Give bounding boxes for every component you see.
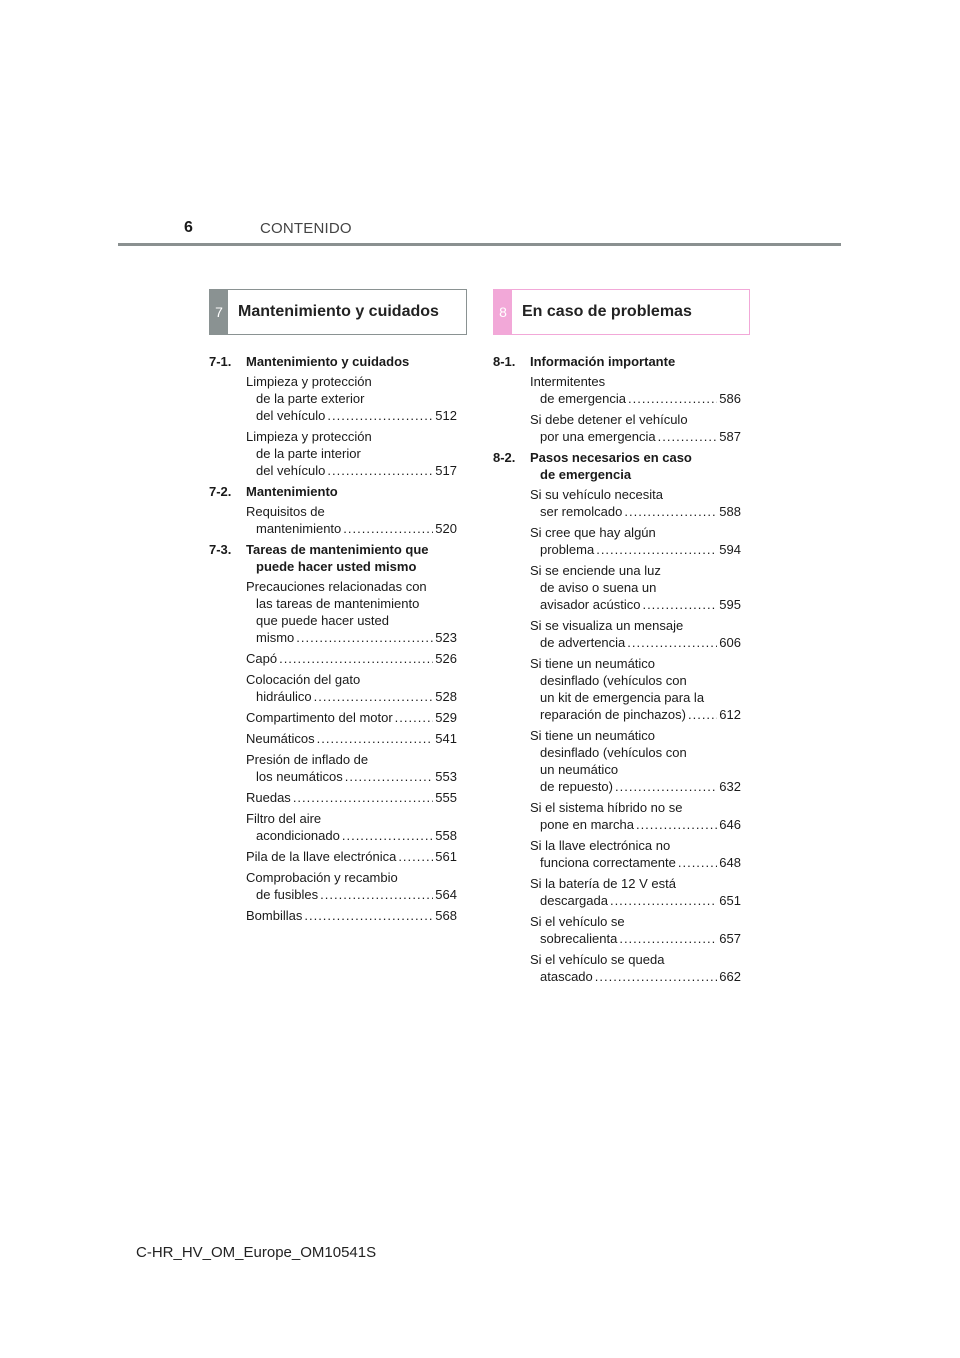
page-reference: 529 <box>435 710 457 725</box>
toc-section <box>493 353 741 445</box>
toc-entry[interactable] <box>246 709 457 726</box>
toc-entry[interactable] <box>530 727 741 795</box>
toc-entry[interactable] <box>246 671 457 705</box>
section-title-line: Pasos necesarios en caso <box>530 450 692 465</box>
entry-text-line: mismo <box>256 630 295 645</box>
page-reference: 587 <box>719 429 741 444</box>
page-reference: 588 <box>719 504 741 519</box>
entry-last-line <box>246 789 457 806</box>
dot-leader <box>595 968 718 985</box>
entry-last-line <box>530 503 741 520</box>
entry-text-line: Pila de la llave electrónica <box>246 849 397 864</box>
entry-text-line: de fusibles <box>256 887 319 902</box>
entry-last-line <box>530 892 741 909</box>
toc-entry[interactable] <box>246 428 457 479</box>
toc-entry[interactable] <box>246 578 457 646</box>
entry-last-line <box>246 629 457 646</box>
section-title-line: de emergencia <box>540 467 632 482</box>
entry-last-line <box>246 650 457 667</box>
page-reference: 558 <box>435 828 457 843</box>
section-code: 7-1. <box>209 354 232 369</box>
entry-last-line <box>246 462 457 479</box>
page-reference: 561 <box>435 849 457 864</box>
entry-text-line: Requisitos de <box>246 504 325 519</box>
toc-entry[interactable] <box>530 837 741 871</box>
entry-text-line: Si se enciende una luz <box>530 563 661 578</box>
page-reference: 553 <box>435 769 457 784</box>
entry-text-line: Filtro del aire <box>246 811 322 826</box>
toc-entry[interactable] <box>246 869 457 903</box>
section-heading[interactable] <box>209 541 457 575</box>
entry-text-line: de aviso o suena un <box>540 580 657 595</box>
entry-last-line <box>530 541 741 558</box>
entry-text-line: descargada <box>540 893 608 908</box>
entry-text-line: Si su vehículo necesita <box>530 487 663 502</box>
entry-last-line <box>530 428 741 445</box>
toc-entry[interactable] <box>530 875 741 909</box>
entry-text-line: Si tiene un neumático <box>530 728 656 743</box>
page-reference: 586 <box>719 391 741 406</box>
section-code: 7-3. <box>209 542 232 557</box>
entry-text-line: de la parte interior <box>256 446 361 461</box>
entry-text-line: pone en marcha <box>540 817 634 832</box>
entry-last-line <box>246 886 457 903</box>
page-reference: 528 <box>435 689 457 704</box>
toc-entry[interactable] <box>246 907 457 924</box>
toc-entry[interactable] <box>530 617 741 651</box>
chapter-7-title: Mantenimiento y cuidados <box>238 303 439 320</box>
dot-leader <box>596 541 717 558</box>
entry-last-line <box>530 634 741 651</box>
section-title-line: puede hacer usted mismo <box>256 559 417 574</box>
entry-text-line: Colocación del gato <box>246 672 361 687</box>
toc-section <box>493 449 741 985</box>
dot-leader <box>296 629 433 646</box>
dot-leader <box>678 854 717 871</box>
dot-leader <box>395 709 434 726</box>
page-reference: 646 <box>719 817 741 832</box>
entry-text-line: Compartimento del motor <box>246 710 393 725</box>
entry-text-line: Intermitentes <box>530 374 606 389</box>
toc-entry[interactable] <box>246 789 457 806</box>
entry-text-line: un neumático <box>540 762 619 777</box>
dot-leader <box>342 827 433 844</box>
toc-entry[interactable] <box>530 799 741 833</box>
entry-last-line <box>246 688 457 705</box>
entry-text-line: de advertencia <box>540 635 626 650</box>
entry-text-line: avisador acústico <box>540 597 641 612</box>
entry-text-line: de repuesto) <box>540 779 613 794</box>
entry-text-line: un kit de emergencia para la <box>540 690 705 705</box>
toc-section <box>209 541 457 924</box>
section-title <box>246 353 457 370</box>
entry-text-line: problema <box>540 542 595 557</box>
dot-leader <box>636 816 717 833</box>
entry-text-line: desinflado (vehículos con <box>540 745 687 760</box>
entry-last-line <box>246 907 457 924</box>
entry-last-line <box>530 706 741 723</box>
section-code: 8-2. <box>493 450 516 465</box>
entry-last-line <box>246 827 457 844</box>
dot-leader <box>304 907 433 924</box>
entry-last-line <box>530 854 741 871</box>
entry-text-line: Si se visualiza un mensaje <box>530 618 684 633</box>
entry-last-line <box>530 968 741 985</box>
page-reference: 632 <box>719 779 741 794</box>
page-reference: 662 <box>719 969 741 984</box>
page-reference: 523 <box>435 630 457 645</box>
dot-leader <box>615 778 717 795</box>
toc-entry[interactable] <box>530 562 741 613</box>
entry-text-line: Limpieza y protección <box>246 374 372 389</box>
entry-text-line: que puede hacer usted <box>256 613 389 628</box>
entry-text-line: del vehículo <box>256 463 326 478</box>
entry-last-line <box>246 407 457 424</box>
dot-leader <box>320 886 433 903</box>
entry-text-line: Si el sistema híbrido no se <box>530 800 683 815</box>
entry-text-line: Precauciones relacionadas con <box>246 579 427 594</box>
entry-last-line <box>246 768 457 785</box>
toc-entry[interactable] <box>246 810 457 844</box>
section-heading[interactable] <box>493 353 741 370</box>
section-heading[interactable] <box>209 483 457 500</box>
section-title <box>246 541 457 575</box>
dot-leader <box>619 930 717 947</box>
page-reference: 512 <box>435 408 457 423</box>
toc-section <box>209 353 457 479</box>
section-title-line: Información importante <box>530 354 676 369</box>
chapter-8-header[interactable] <box>493 289 750 335</box>
toc-entry[interactable] <box>246 848 457 865</box>
entry-text-line: hidráulico <box>256 689 312 704</box>
entry-text-line: reparación de pinchazos) <box>540 707 686 722</box>
entry-last-line <box>530 596 741 613</box>
page-reference: 520 <box>435 521 457 536</box>
entry-text-line: Si debe detener el vehículo <box>530 412 688 427</box>
section-title-line: Tareas de mantenimiento que <box>246 542 429 557</box>
dot-leader <box>610 892 717 909</box>
entry-last-line <box>530 778 741 795</box>
page-reference: 564 <box>435 887 457 902</box>
section-title <box>246 483 457 500</box>
toc-column-left <box>209 353 457 928</box>
entry-text-line: de emergencia <box>540 391 626 406</box>
toc-entry[interactable] <box>246 373 457 424</box>
section-code: 8-1. <box>493 354 516 369</box>
section-title-line: Mantenimiento y cuidados <box>246 354 410 369</box>
toc-entry[interactable] <box>246 503 457 537</box>
page-reference: 541 <box>435 731 457 746</box>
chapter-8-number: 8 <box>494 290 512 334</box>
toc-column-right <box>493 353 741 989</box>
toc-entry[interactable] <box>246 730 457 747</box>
entry-text-line: del vehículo <box>256 408 326 423</box>
dot-leader <box>317 730 434 747</box>
page-reference: 657 <box>719 931 741 946</box>
document-code: C-HR_HV_OM_Europe_OM10541S <box>136 1244 377 1261</box>
toc-entry[interactable] <box>530 655 741 723</box>
section-title-line: Mantenimiento <box>246 484 338 499</box>
entry-last-line <box>530 930 741 947</box>
dot-leader <box>628 390 717 407</box>
entry-last-line <box>530 390 741 407</box>
toc-entry[interactable] <box>530 951 741 985</box>
entry-text-line: Capó <box>246 651 278 666</box>
dot-leader <box>314 688 434 705</box>
entry-text-line: Si la llave electrónica no <box>530 838 671 853</box>
entry-last-line <box>246 730 457 747</box>
entry-text-line: ser remolcado <box>540 504 623 519</box>
entry-text-line: mantenimiento <box>256 521 342 536</box>
entry-text-line: los neumáticos <box>256 769 343 784</box>
page-reference: 568 <box>435 908 457 923</box>
page-reference: 594 <box>719 542 741 557</box>
entry-text-line: Si el vehículo se <box>530 914 625 929</box>
dot-leader <box>327 407 433 424</box>
section-heading[interactable] <box>493 449 741 483</box>
entry-text-line: Si el vehículo se queda <box>530 952 665 967</box>
entry-text-line: Ruedas <box>246 790 291 805</box>
dot-leader <box>345 768 434 785</box>
toc-section <box>209 483 457 537</box>
dot-leader <box>343 520 433 537</box>
entry-text-line: Neumáticos <box>246 731 315 746</box>
entry-text-line: por una emergencia <box>540 429 656 444</box>
page-reference: 595 <box>719 597 741 612</box>
page-reference: 517 <box>435 463 457 478</box>
dot-leader <box>627 634 717 651</box>
dot-leader <box>293 789 433 806</box>
section-code: 7-2. <box>209 484 232 499</box>
entry-text-line: Si tiene un neumático <box>530 656 656 671</box>
header-rule <box>118 243 841 246</box>
section-heading[interactable] <box>209 353 457 370</box>
section-title <box>530 353 741 370</box>
toc-entry[interactable] <box>246 650 457 667</box>
chapter-8-title: En caso de problemas <box>522 303 692 320</box>
section-title <box>530 449 741 483</box>
entry-text-line: Comprobación y recambio <box>246 870 398 885</box>
dot-leader <box>642 596 717 613</box>
toc-entry[interactable] <box>530 524 741 558</box>
dot-leader <box>398 848 433 865</box>
page-reference: 606 <box>719 635 741 650</box>
toc-entry[interactable] <box>246 751 457 785</box>
page-reference: 526 <box>435 651 457 666</box>
toc-entry[interactable] <box>530 411 741 445</box>
entry-text-line: Limpieza y protección <box>246 429 372 444</box>
dot-leader <box>624 503 717 520</box>
dot-leader <box>327 462 433 479</box>
entry-text-line: Si cree que hay algún <box>530 525 656 540</box>
entry-text-line: Presión de inflado de <box>246 752 369 767</box>
entry-text-line: atascado <box>540 969 593 984</box>
entry-text-line: Bombillas <box>246 908 303 923</box>
dot-leader <box>658 428 718 445</box>
toc-entry[interactable] <box>530 373 741 407</box>
page-reference: 648 <box>719 855 741 870</box>
entry-text-line: Si la batería de 12 V está <box>530 876 676 891</box>
chapter-7-number: 7 <box>210 290 228 334</box>
page-reference: 651 <box>719 893 741 908</box>
dot-leader <box>688 706 717 723</box>
toc-entry[interactable] <box>530 486 741 520</box>
toc-entry[interactable] <box>530 913 741 947</box>
entry-text-line: sobrecalienta <box>540 931 618 946</box>
entry-last-line <box>246 848 457 865</box>
entry-text-line: funciona correctamente <box>540 855 676 870</box>
entry-text-line: acondicionado <box>256 828 340 843</box>
entry-text-line: desinflado (vehículos con <box>540 673 687 688</box>
chapter-7-header[interactable] <box>209 289 467 335</box>
running-header: CONTENIDO <box>260 220 352 237</box>
entry-last-line <box>530 816 741 833</box>
entry-last-line <box>246 520 457 537</box>
page-reference: 555 <box>435 790 457 805</box>
dot-leader <box>279 650 433 667</box>
entry-text-line: de la parte exterior <box>256 391 365 406</box>
page-number: 6 <box>184 219 193 236</box>
entry-last-line <box>246 709 457 726</box>
entry-text-line: las tareas de mantenimiento <box>256 596 420 611</box>
page-reference: 612 <box>719 707 741 722</box>
